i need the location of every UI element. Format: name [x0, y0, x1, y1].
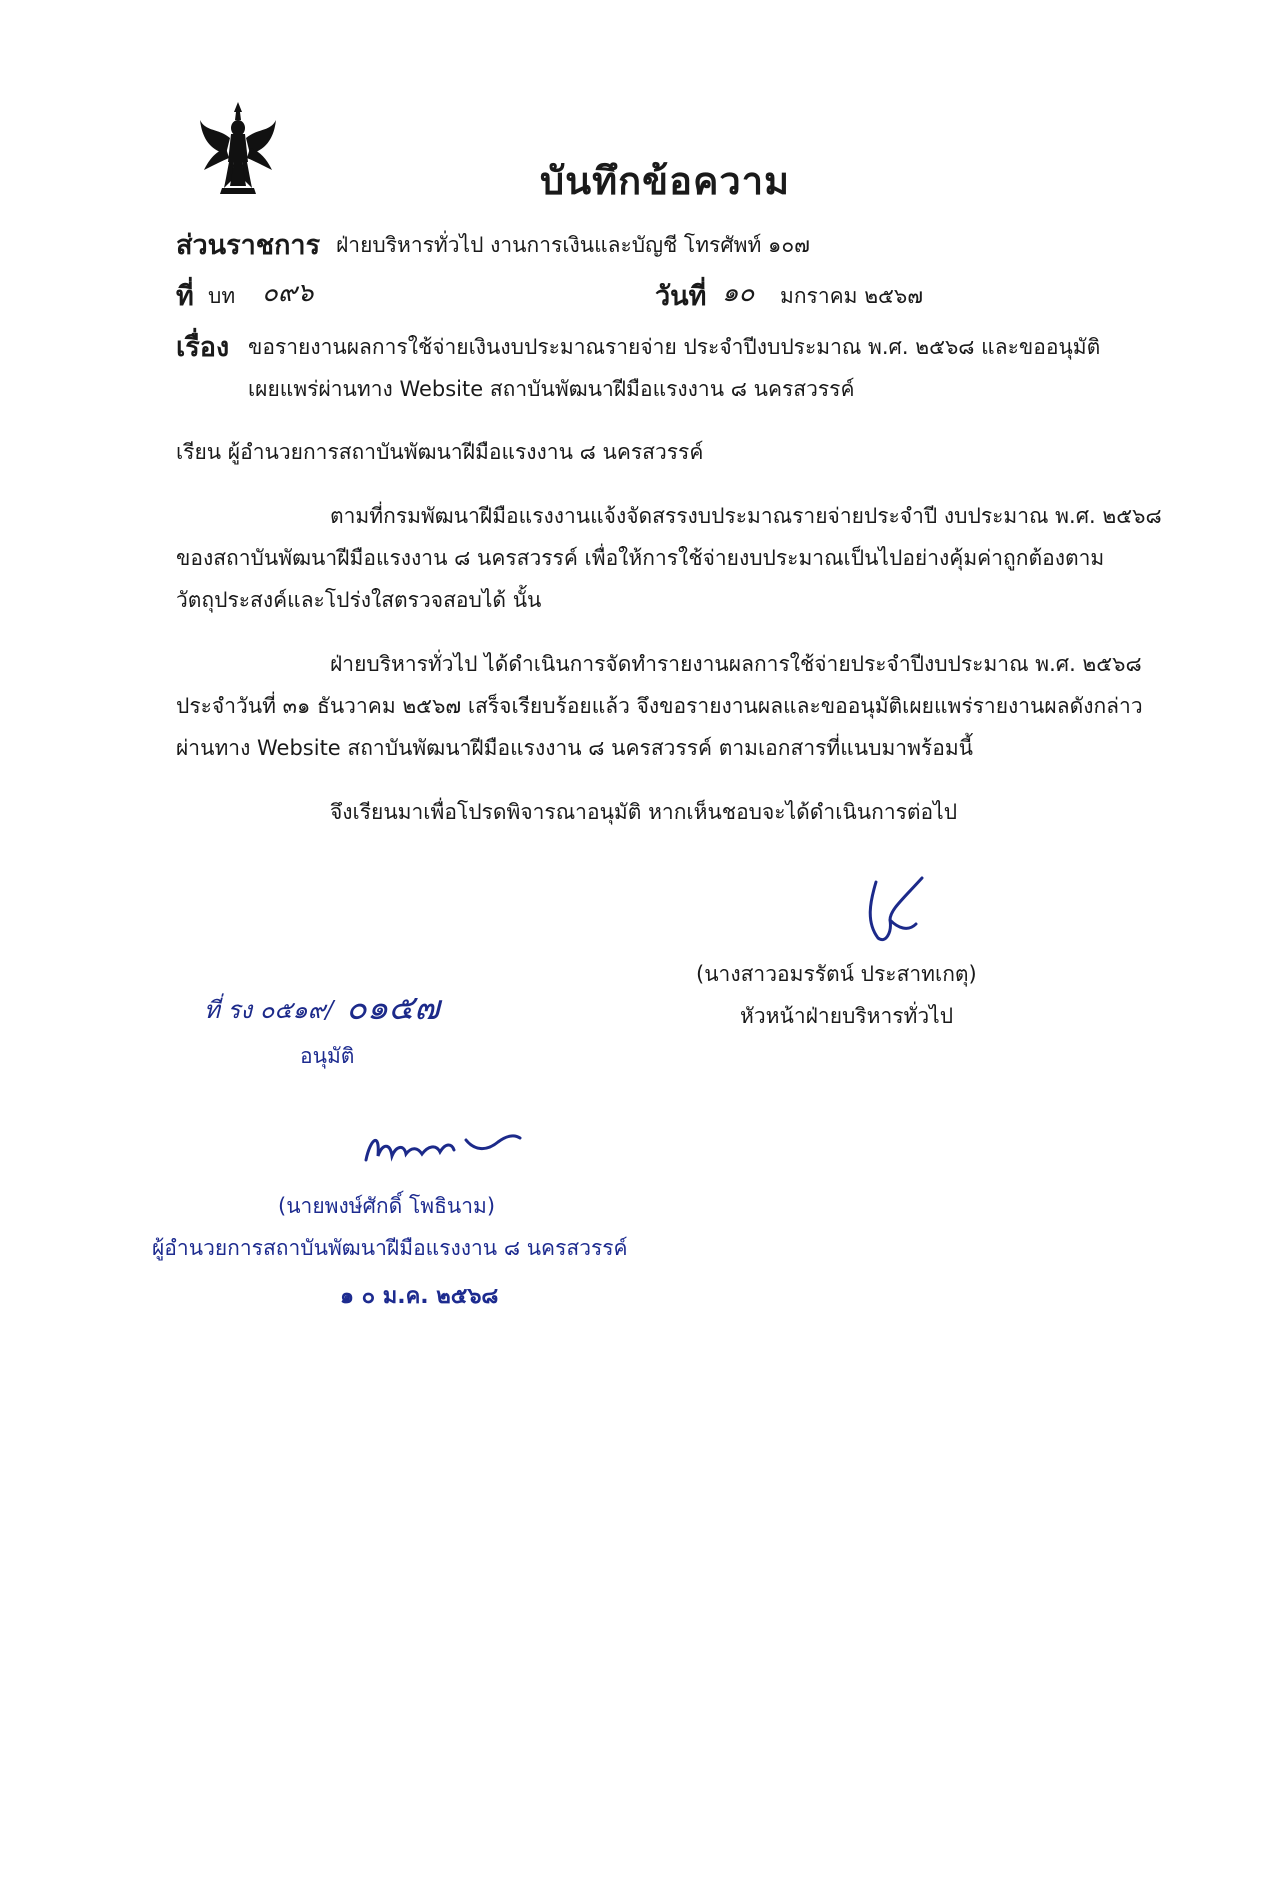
paragraph-1-line-1: ตามที่กรมพัฒนาฝีมือแรงงานแจ้งจัดสรรงบประมาณรายจ่ายประจำปี งบประมาณ พ.ศ. ๒๕๖๘ [330, 504, 1162, 528]
ref-number: ๐๙๖ [262, 278, 314, 308]
closing-line: จึงเรียนมาเพื่อโปรดพิจารณาอนุมัติ หากเห็นชอบจะได้ดำเนินการต่อไป [330, 800, 958, 824]
paragraph-2-line-1: ฝ่ายบริหารทั่วไป ได้ดำเนินการจัดทำรายงานผลการใช้จ่ายประจำปีงบประมาณ พ.ศ. ๒๕๖๘ [330, 652, 1142, 676]
director-signature [356, 1120, 526, 1180]
salutation: เรียน ผู้อำนวยการสถาบันพัฒนาฝีมือแรงงาน ๘ นครสวรรค์ [176, 440, 704, 464]
approval-ref-stamp: ที่ รง ๐๕๑๙/ [204, 996, 334, 1024]
date-label: วันที่ [655, 281, 707, 312]
date-day: ๑๐ [722, 278, 755, 308]
approval-ref-number: ๐๑๕๗ [346, 988, 440, 1028]
ref-label: ที่ [176, 281, 194, 312]
subject-line-2: เผยแพร่ผ่านทาง Website สถาบันพัฒนาฝีมือแรงงาน ๘ นครสวรรค์ [248, 377, 855, 401]
subject-label: เรื่อง [176, 332, 230, 363]
signer-signature [856, 872, 936, 952]
division-value: ฝ่ายบริหารทั่วไป งานการเงินและบัญชี โทรศัพท์ ๑๐๗ [336, 233, 810, 257]
director-position: ผู้อำนวยการสถาบันพัฒนาฝีมือแรงงาน ๘ นครสวรรค์ [152, 1236, 628, 1260]
date-rest: มกราคม ๒๕๖๗ [780, 284, 924, 308]
garuda-emblem-icon [196, 98, 280, 198]
signer-name: (นางสาวอมรรัตน์ ประสาทเกตุ) [696, 962, 977, 986]
paragraph-2-line-3: ผ่านทาง Website สถาบันพัฒนาฝีมือแรงงาน ๘ นครสวรรค์ ตามเอกสารที่แนบมาพร้อมนี้ [176, 736, 974, 760]
paragraph-1-line-2: ของสถาบันพัฒนาฝีมือแรงงาน ๘ นครสวรรค์ เพื่อให้การใช้จ่ายงบประมาณเป็นไปอย่างคุ้มค่าถูกต้องตาม [176, 546, 1105, 570]
ref-prefix: บท [208, 284, 236, 308]
paragraph-1-line-3: วัตถุประสงค์และโปร่งใสตรวจสอบได้ นั้น [176, 588, 542, 612]
division-label: ส่วนราชการ [176, 230, 321, 261]
paragraph-2-line-2: ประจำวันที่ ๓๑ ธันวาคม ๒๕๖๗ เสร็จเรียบร้อยแล้ว จึงขอรายงานผลและขออนุมัติเผยแพร่รายงานผลดังกล่าว [176, 694, 1143, 718]
director-name: (นายพงษ์ศักดิ์ โพธินาม) [278, 1194, 496, 1218]
subject-line-1: ขอรายงานผลการใช้จ่ายเงินงบประมาณรายจ่าย ประจำปีงบประมาณ พ.ศ. ๒๕๖๘ และขออนุมัติ [248, 335, 1101, 359]
memo-title: บันทึกข้อความ [540, 159, 791, 203]
approval-date-stamp: ๑ ๐ ม.ค. ๒๕๖๘ [340, 1284, 499, 1309]
approval-status: อนุมัติ [300, 1044, 355, 1068]
signer-position: หัวหน้าฝ่ายบริหารทั่วไป [740, 1004, 954, 1028]
